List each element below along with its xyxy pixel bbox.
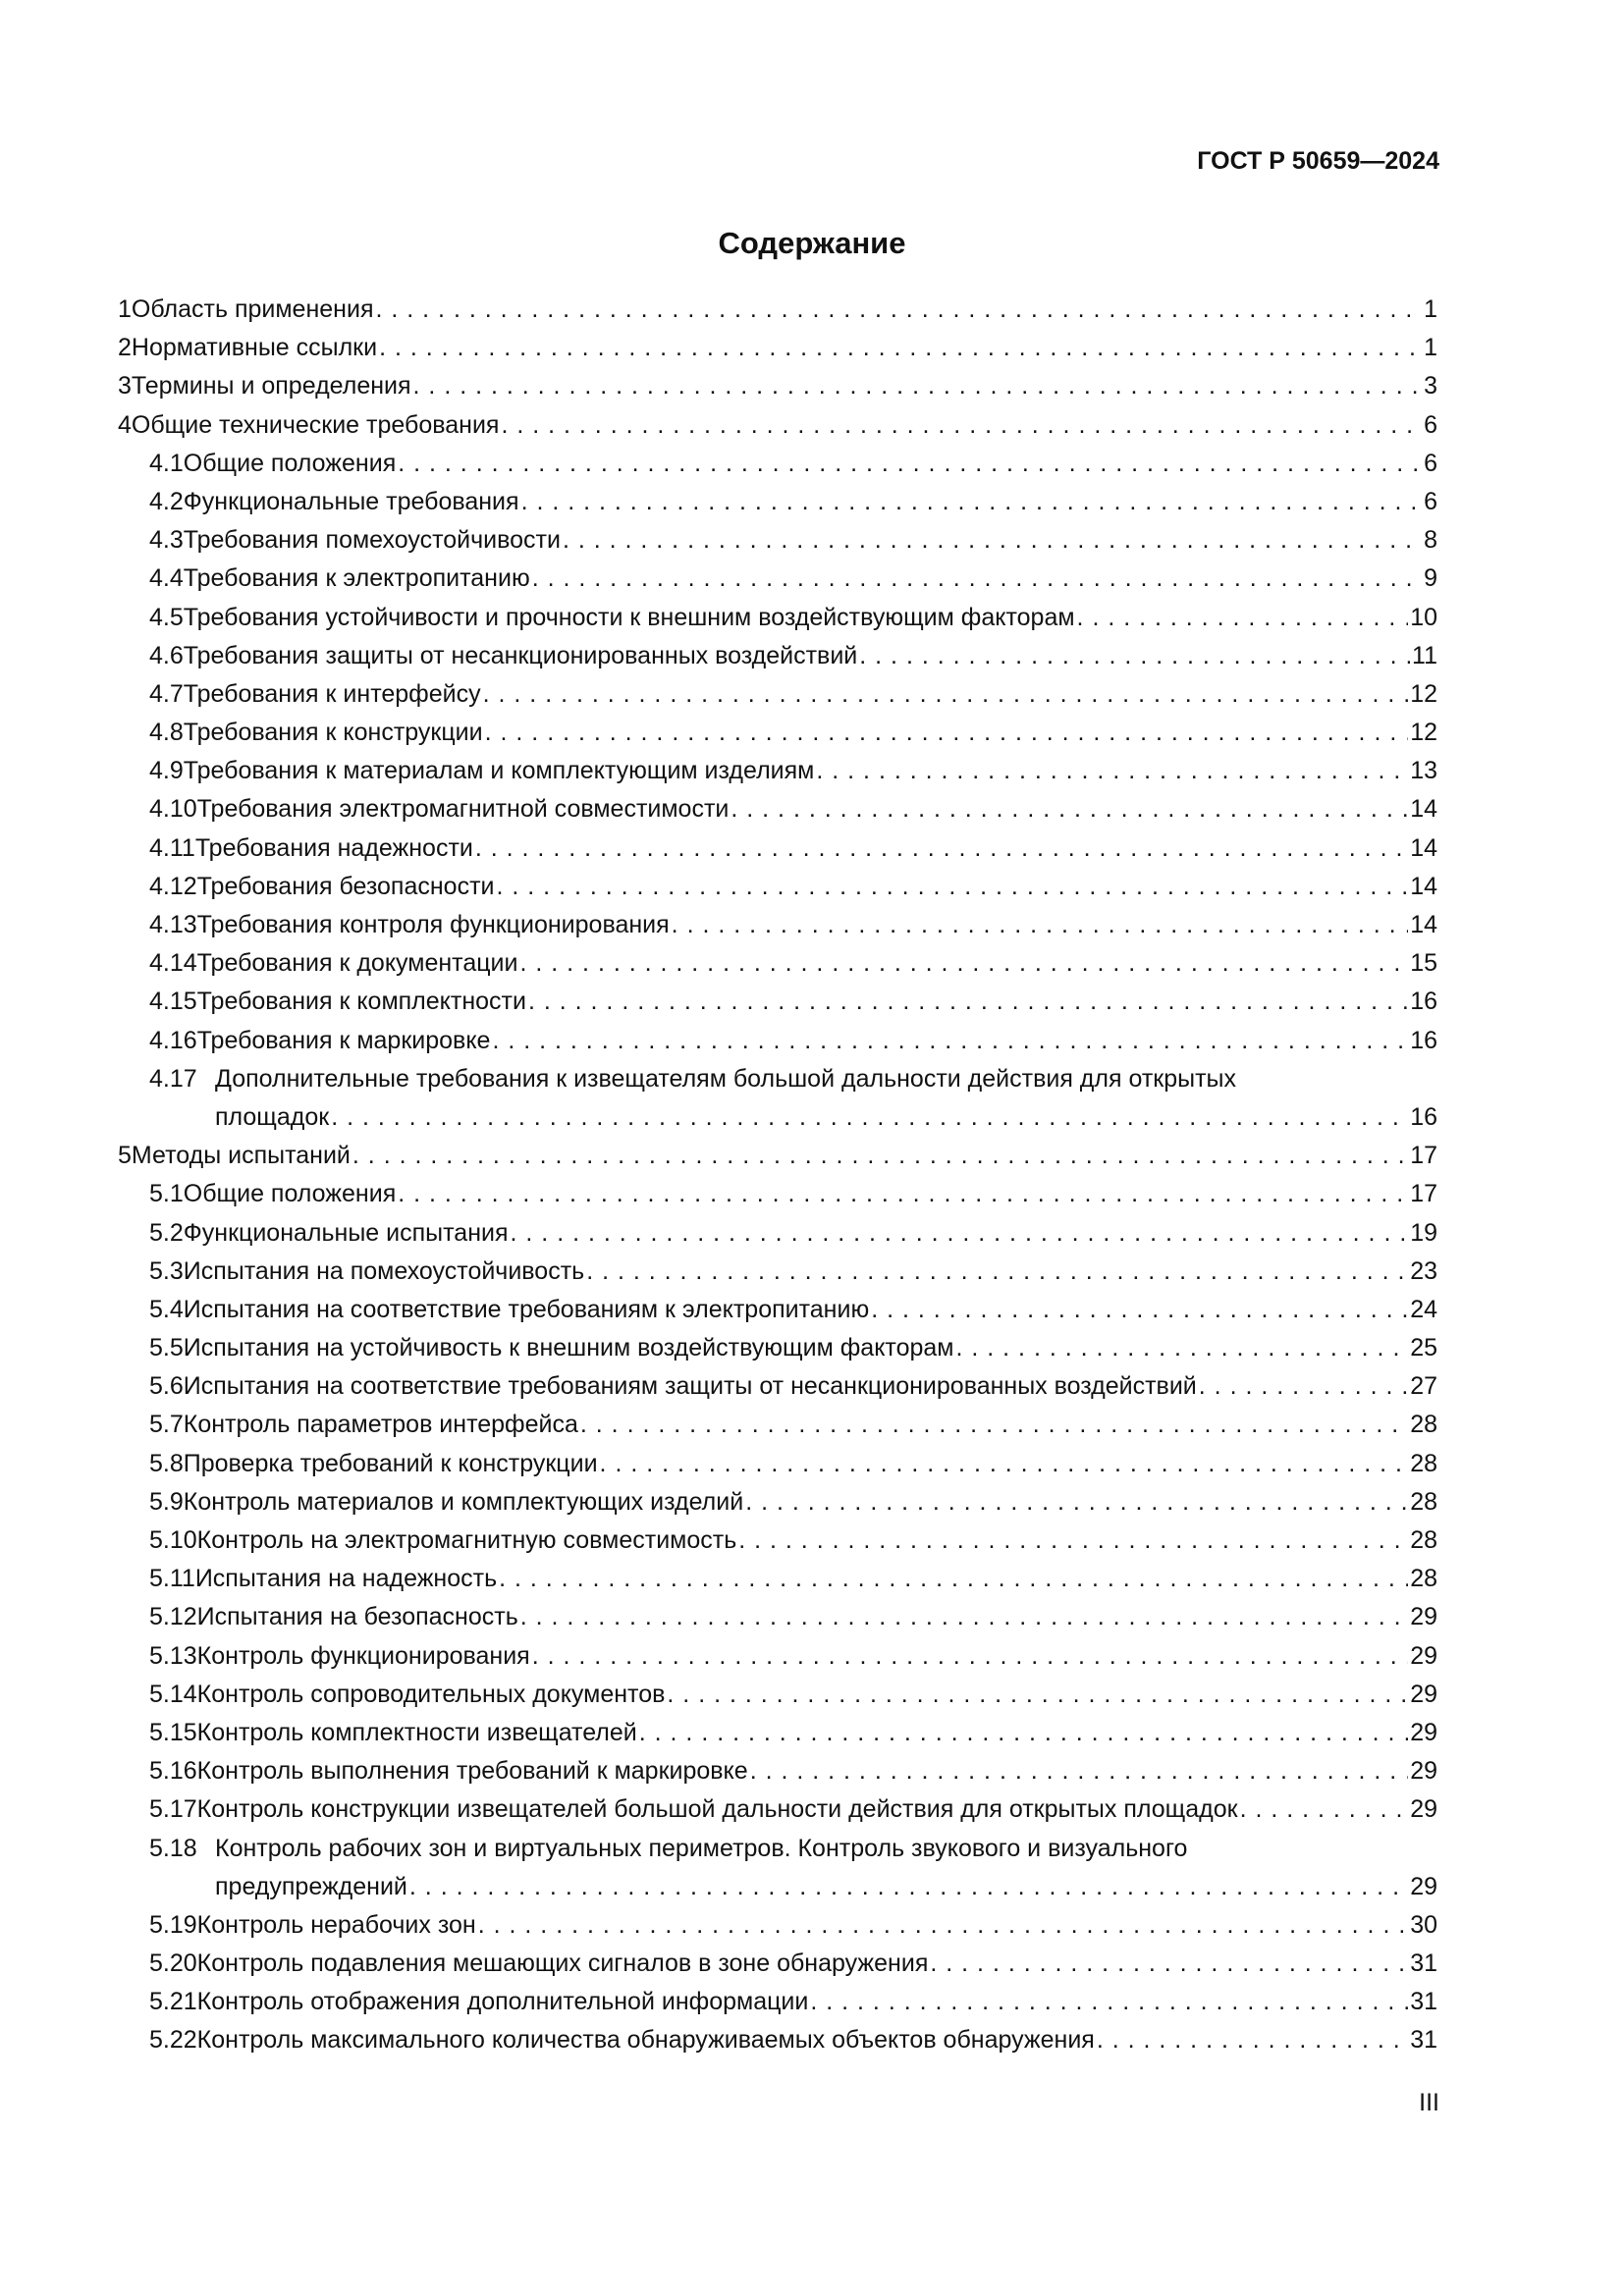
toc-entry-page[interactable]: 29: [1410, 1641, 1437, 1670]
toc-entry-title[interactable]: Общие положения: [183, 449, 397, 477]
dot-leader: [520, 1598, 1408, 1636]
toc-entry-number: 5.15: [149, 1718, 197, 1746]
toc-entry-number: 4.4: [149, 564, 184, 593]
toc-entry-number: 4.11: [149, 833, 195, 862]
toc-entry-page[interactable]: 13: [1410, 757, 1437, 785]
toc-entry[interactable]: [118, 1830, 1437, 1868]
toc-entry-title[interactable]: Требования к интерфейсу: [183, 679, 481, 708]
toc-entry-title[interactable]: Требования к комплектности: [196, 988, 526, 1016]
toc-entry-title[interactable]: площадок: [215, 1102, 330, 1131]
toc-entry-page[interactable]: 29: [1410, 1603, 1437, 1631]
toc-title: Содержание: [718, 226, 906, 260]
toc-entry[interactable]: [118, 406, 1437, 445]
toc-entry[interactable]: [118, 1752, 1437, 1790]
toc-entry[interactable]: [118, 1060, 1437, 1098]
toc-entry-page[interactable]: 3: [1424, 372, 1437, 400]
dot-leader: [639, 1714, 1408, 1752]
toc-entry-page[interactable]: 29: [1410, 1718, 1437, 1746]
toc-entry-page[interactable]: 16: [1410, 1026, 1437, 1054]
toc-entry[interactable]: [118, 1598, 1437, 1636]
toc-entry-page[interactable]: 6: [1424, 487, 1437, 515]
toc-entry[interactable]: [118, 1560, 1437, 1598]
toc-entry-page[interactable]: 29: [1410, 1757, 1437, 1786]
toc-entry-number: 5.11: [149, 1565, 195, 1593]
dot-leader: [379, 329, 1422, 367]
toc-entry-page[interactable]: 28: [1410, 1449, 1437, 1477]
toc-entry-title[interactable]: Общие положения: [183, 1180, 397, 1208]
dot-leader: [1199, 1367, 1408, 1406]
toc-entry-title[interactable]: Испытания на помехоустойчивость: [183, 1256, 585, 1285]
toc-entry-page[interactable]: 17: [1410, 1180, 1437, 1208]
toc-entry-number: 5.4: [149, 1295, 184, 1323]
toc-entry-page[interactable]: 29: [1410, 1680, 1437, 1708]
dot-leader: [501, 406, 1422, 445]
dot-leader: [519, 944, 1408, 983]
toc-entry-title[interactable]: Испытания на безопасность: [196, 1603, 518, 1631]
toc-entry-page[interactable]: 28: [1410, 1526, 1437, 1554]
toc-entry[interactable]: [118, 1945, 1437, 1983]
dot-leader: [485, 714, 1409, 752]
toc-entry-page[interactable]: 29: [1410, 1795, 1437, 1824]
toc-entry-number: 4.15: [149, 988, 197, 1016]
toc-entry[interactable]: [118, 714, 1437, 752]
toc-entry[interactable]: [118, 291, 1437, 329]
page-number: III: [1419, 2089, 1439, 2116]
toc-entry-number: 5.5: [149, 1334, 184, 1362]
toc-entry-title[interactable]: Контроль сопроводительных документов: [196, 1680, 666, 1708]
toc-entry-number: 4.5: [149, 603, 184, 631]
dot-leader: [586, 1253, 1408, 1291]
toc-entry-number: 5.6: [149, 1372, 184, 1401]
toc-entry-page[interactable]: 14: [1410, 911, 1437, 938]
toc-entry-title[interactable]: Контроль комплектности извещателей: [196, 1718, 637, 1746]
toc-entry-page[interactable]: 10: [1410, 603, 1437, 631]
dot-leader: [871, 1291, 1408, 1329]
table-of-contents: [118, 291, 1437, 2060]
toc-entry-page[interactable]: 12: [1410, 719, 1437, 747]
toc-entry-number: 1: [118, 295, 132, 323]
toc-entry[interactable]: [118, 1367, 1437, 1406]
toc-entry-title[interactable]: Термины и определения: [131, 372, 411, 400]
toc-entry[interactable]: [118, 829, 1437, 868]
toc-entry-page[interactable]: 27: [1410, 1372, 1437, 1401]
toc-entry[interactable]: [118, 983, 1437, 1021]
toc-entry-title[interactable]: Требования к документации: [196, 949, 518, 978]
toc-entry-page[interactable]: 14: [1410, 795, 1437, 824]
toc-entry-title[interactable]: Требования защиты от несанкционированных воздействий: [183, 641, 858, 669]
toc-entry-number: 5.9: [149, 1487, 184, 1516]
toc-entry[interactable]: [118, 1790, 1437, 1829]
toc-entry-title[interactable]: Общие технические требования: [131, 410, 500, 439]
toc-entry-title[interactable]: Функциональные требования: [183, 487, 519, 515]
toc-entry-number: 5: [118, 1142, 132, 1170]
toc-entry[interactable]: [118, 1137, 1437, 1175]
dot-leader: [409, 1868, 1408, 1906]
toc-entry-page[interactable]: 11: [1412, 641, 1437, 669]
toc-entry-page[interactable]: 19: [1410, 1218, 1437, 1247]
toc-entry[interactable]: [118, 445, 1437, 483]
toc-entry-continuation[interactable]: [118, 1868, 1437, 1906]
toc-entry-title[interactable]: Требования электромагнитной совместимости: [196, 795, 730, 824]
toc-entry-title[interactable]: Испытания на надежность: [194, 1565, 498, 1593]
toc-entry-page[interactable]: 6: [1424, 410, 1437, 439]
toc-entry-title[interactable]: Требования помехоустойчивости: [183, 526, 561, 555]
toc-entry-number: 4.9: [149, 757, 184, 785]
toc-entry-title[interactable]: Испытания на устойчивость к внешним воздействующим факторам: [183, 1334, 954, 1362]
toc-entry[interactable]: [118, 483, 1437, 521]
toc-entry-number: 4.7: [149, 679, 184, 708]
dot-leader: [738, 1522, 1408, 1560]
toc-entry-page[interactable]: 1: [1424, 334, 1437, 362]
toc-entry-page[interactable]: 16: [1410, 1102, 1437, 1131]
toc-entry[interactable]: [118, 2021, 1437, 2059]
toc-entry-page[interactable]: 24: [1410, 1295, 1437, 1323]
document-code: ГОСТ Р 50659—2024: [1197, 147, 1439, 175]
toc-entry-page[interactable]: 31: [1410, 2026, 1437, 2055]
toc-entry[interactable]: [118, 1445, 1437, 1483]
dot-leader: [745, 1483, 1408, 1522]
toc-entry-number: 5.17: [149, 1795, 197, 1824]
toc-entry-page[interactable]: 30: [1410, 1910, 1437, 1939]
toc-entry-title[interactable]: Контроль конструкции извещателей большой дальности действия для открытых площадок: [196, 1795, 1238, 1824]
toc-entry-number: 2: [118, 334, 132, 362]
toc-entry-number: 5.16: [149, 1757, 197, 1786]
toc-entry[interactable]: [118, 1983, 1437, 2021]
toc-entry-title[interactable]: Контроль на электромагнитную совместимость: [196, 1526, 737, 1554]
dot-leader: [563, 521, 1422, 560]
toc-entry-page[interactable]: 9: [1424, 564, 1437, 593]
toc-entry-title[interactable]: Требования к материалам и комплектующим изделиям: [183, 757, 815, 785]
dot-leader: [859, 637, 1410, 675]
toc-entry-page[interactable]: 31: [1410, 1949, 1437, 1978]
toc-entry-title[interactable]: Испытания на соответствие требованиям к электропитанию: [183, 1295, 870, 1323]
toc-entry-page[interactable]: 15: [1410, 949, 1437, 978]
toc-entry-page[interactable]: 14: [1410, 833, 1437, 862]
toc-entry-page[interactable]: 31: [1410, 1988, 1437, 2016]
toc-entry-number: 4.1: [149, 449, 184, 477]
toc-entry-title[interactable]: Контроль максимального количества обнаруживаемых объектов обнаружения: [196, 2026, 1095, 2055]
toc-entry-page[interactable]: 14: [1410, 872, 1437, 900]
toc-entry-number: 5.10: [149, 1526, 197, 1554]
toc-entry[interactable]: [118, 1253, 1437, 1291]
dot-leader: [1097, 2021, 1408, 2059]
dot-leader: [528, 983, 1408, 1021]
dot-leader: [532, 1637, 1408, 1676]
dot-leader: [1240, 1790, 1409, 1829]
dot-leader: [731, 790, 1408, 828]
toc-entry-page[interactable]: 12: [1410, 679, 1437, 708]
toc-entry-page[interactable]: 28: [1410, 1411, 1437, 1439]
toc-entry-title[interactable]: Контроль функционирования: [196, 1641, 530, 1670]
toc-entry-title[interactable]: Контроль выполнения требований к маркировке: [196, 1757, 748, 1786]
toc-entry-title[interactable]: Контроль нерабочих зон: [196, 1910, 476, 1939]
dot-leader: [672, 906, 1409, 944]
dot-leader: [497, 868, 1409, 906]
toc-entry-title[interactable]: Контроль материалов и комплектующих изделий: [183, 1487, 744, 1516]
dot-leader: [532, 560, 1422, 598]
toc-entry-continuation[interactable]: [118, 1098, 1437, 1137]
toc-entry[interactable]: [118, 1175, 1437, 1213]
toc-entry-number: 5.19: [149, 1910, 197, 1939]
toc-entry[interactable]: [118, 868, 1437, 906]
toc-entry[interactable]: [118, 1676, 1437, 1714]
dot-leader: [398, 1175, 1408, 1213]
toc-entry[interactable]: [118, 1291, 1437, 1329]
toc-entry[interactable]: [118, 521, 1437, 560]
toc-entry-title[interactable]: Требования устойчивости и прочности к внешним воздействующим факторам: [183, 603, 1075, 631]
toc-entry-title[interactable]: Проверка требований к конструкции: [183, 1449, 598, 1477]
toc-entry[interactable]: [118, 752, 1437, 790]
toc-entry-number: 4.12: [149, 872, 197, 900]
toc-entry-title[interactable]: Требования надежности: [194, 833, 473, 862]
toc-entry-number: 5.1: [149, 1180, 184, 1208]
toc-entry[interactable]: [118, 1022, 1437, 1060]
toc-entry[interactable]: [118, 906, 1437, 944]
dot-leader: [955, 1329, 1408, 1367]
toc-entry-number: 4.8: [149, 719, 184, 747]
toc-entry[interactable]: [118, 637, 1437, 675]
toc-entry-page[interactable]: 8: [1424, 526, 1437, 555]
toc-entry-page[interactable]: 23: [1410, 1256, 1437, 1285]
toc-entry-number: 4.2: [149, 487, 184, 515]
toc-entry-title[interactable]: Контроль отображения дополнительной информации: [196, 1988, 809, 2016]
toc-entry-number: 5.3: [149, 1256, 184, 1285]
toc-entry[interactable]: [118, 675, 1437, 714]
toc-entry-title[interactable]: Требования к конструкции: [183, 719, 483, 747]
toc-entry-number: 4.13: [149, 911, 197, 938]
toc-entry-number: 5.22: [149, 2026, 197, 2055]
dot-leader: [475, 829, 1408, 868]
dot-leader: [810, 1983, 1408, 2021]
toc-entry-title[interactable]: Требования безопасности: [196, 872, 495, 900]
toc-entry-page[interactable]: 29: [1410, 1872, 1437, 1900]
toc-entry-number: 5.13: [149, 1641, 197, 1670]
toc-entry-number: 5.18: [149, 1834, 197, 1862]
toc-entry-number: 4.10: [149, 795, 197, 824]
dot-leader: [499, 1560, 1408, 1598]
toc-entry[interactable]: [118, 329, 1437, 367]
toc-entry-number: 4.17: [149, 1064, 197, 1093]
toc-entry[interactable]: [118, 367, 1437, 405]
dot-leader: [398, 445, 1422, 483]
toc-entry-title[interactable]: Испытания на соответствие требованиям защиты от несанкционированных воздействий: [183, 1372, 1197, 1401]
dot-leader: [478, 1906, 1408, 1945]
toc-entry[interactable]: [118, 560, 1437, 598]
toc-entry-title[interactable]: Контроль подавления мешающих сигналов в зоне обнаружения: [196, 1949, 929, 1978]
toc-entry-number: 5.12: [149, 1603, 197, 1631]
toc-entry-title[interactable]: Требования к маркировке: [196, 1026, 491, 1054]
toc-entry[interactable]: [118, 1637, 1437, 1676]
toc-entry-number: 5.14: [149, 1680, 197, 1708]
toc-entry-title[interactable]: предупреждений: [215, 1872, 407, 1900]
dot-leader: [600, 1445, 1409, 1483]
toc-entry-page[interactable]: 16: [1410, 988, 1437, 1016]
dot-leader: [352, 1137, 1408, 1175]
toc-entry[interactable]: [118, 1714, 1437, 1752]
dot-leader: [521, 483, 1423, 521]
dot-leader: [750, 1752, 1409, 1790]
toc-entry-number: 5.7: [149, 1411, 184, 1439]
dot-leader: [816, 752, 1408, 790]
dot-leader: [483, 675, 1409, 714]
dot-leader: [1077, 599, 1409, 637]
toc-entry-page[interactable]: 28: [1410, 1565, 1437, 1593]
dot-leader: [511, 1214, 1409, 1253]
toc-entry-title[interactable]: Дополнительные требования к извещателям большой дальности действия для открытых: [215, 1064, 1237, 1093]
toc-entry-number: 3: [118, 372, 132, 400]
toc-entry-title[interactable]: Контроль параметров интерфейса: [183, 1411, 578, 1439]
toc-entry-number: 5.2: [149, 1218, 184, 1247]
toc-entry-number: 4.14: [149, 949, 197, 978]
toc-entry[interactable]: [118, 790, 1437, 828]
dot-leader: [930, 1945, 1408, 1983]
toc-entry[interactable]: [118, 1214, 1437, 1253]
toc-entry-page[interactable]: 28: [1410, 1487, 1437, 1516]
dot-leader: [667, 1676, 1408, 1714]
toc-entry-title[interactable]: Нормативные ссылки: [131, 334, 378, 362]
toc-entry-number: 4.16: [149, 1026, 197, 1054]
dot-leader: [492, 1022, 1408, 1060]
dot-leader: [375, 291, 1422, 329]
toc-entry-number: 4.3: [149, 526, 184, 555]
toc-entry-title[interactable]: Требования контроля функционирования: [196, 911, 670, 938]
toc-entry[interactable]: [118, 944, 1437, 983]
toc-entry-number: 4.6: [149, 641, 184, 669]
toc-entry-title[interactable]: Область применения: [131, 295, 374, 323]
toc-entry-number: 4: [118, 410, 132, 439]
toc-entry[interactable]: [118, 1406, 1437, 1444]
toc-entry-number: 5.20: [149, 1949, 197, 1978]
dot-leader: [331, 1098, 1408, 1137]
toc-entry-page[interactable]: 1: [1424, 295, 1437, 323]
toc-entry-title[interactable]: Требования к электропитанию: [183, 564, 530, 593]
toc-entry-page[interactable]: 25: [1410, 1334, 1437, 1362]
dot-leader: [413, 367, 1423, 405]
toc-entry-page[interactable]: 17: [1410, 1142, 1437, 1170]
toc-entry[interactable]: [118, 1522, 1437, 1560]
toc-entry-title[interactable]: Функциональные испытания: [183, 1218, 509, 1247]
toc-entry-number: 5.8: [149, 1449, 184, 1477]
toc-entry-number: 5.21: [149, 1988, 197, 2016]
toc-entry[interactable]: [118, 1483, 1437, 1522]
toc-entry[interactable]: [118, 1906, 1437, 1945]
dot-leader: [580, 1406, 1408, 1444]
toc-entry[interactable]: [118, 1329, 1437, 1367]
toc-entry-title[interactable]: Контроль рабочих зон и виртуальных периметров. Контроль звукового и визуального: [215, 1834, 1188, 1862]
toc-entry-title[interactable]: Методы испытаний: [131, 1142, 351, 1170]
toc-entry[interactable]: [118, 599, 1437, 637]
toc-entry-page[interactable]: 6: [1424, 449, 1437, 477]
